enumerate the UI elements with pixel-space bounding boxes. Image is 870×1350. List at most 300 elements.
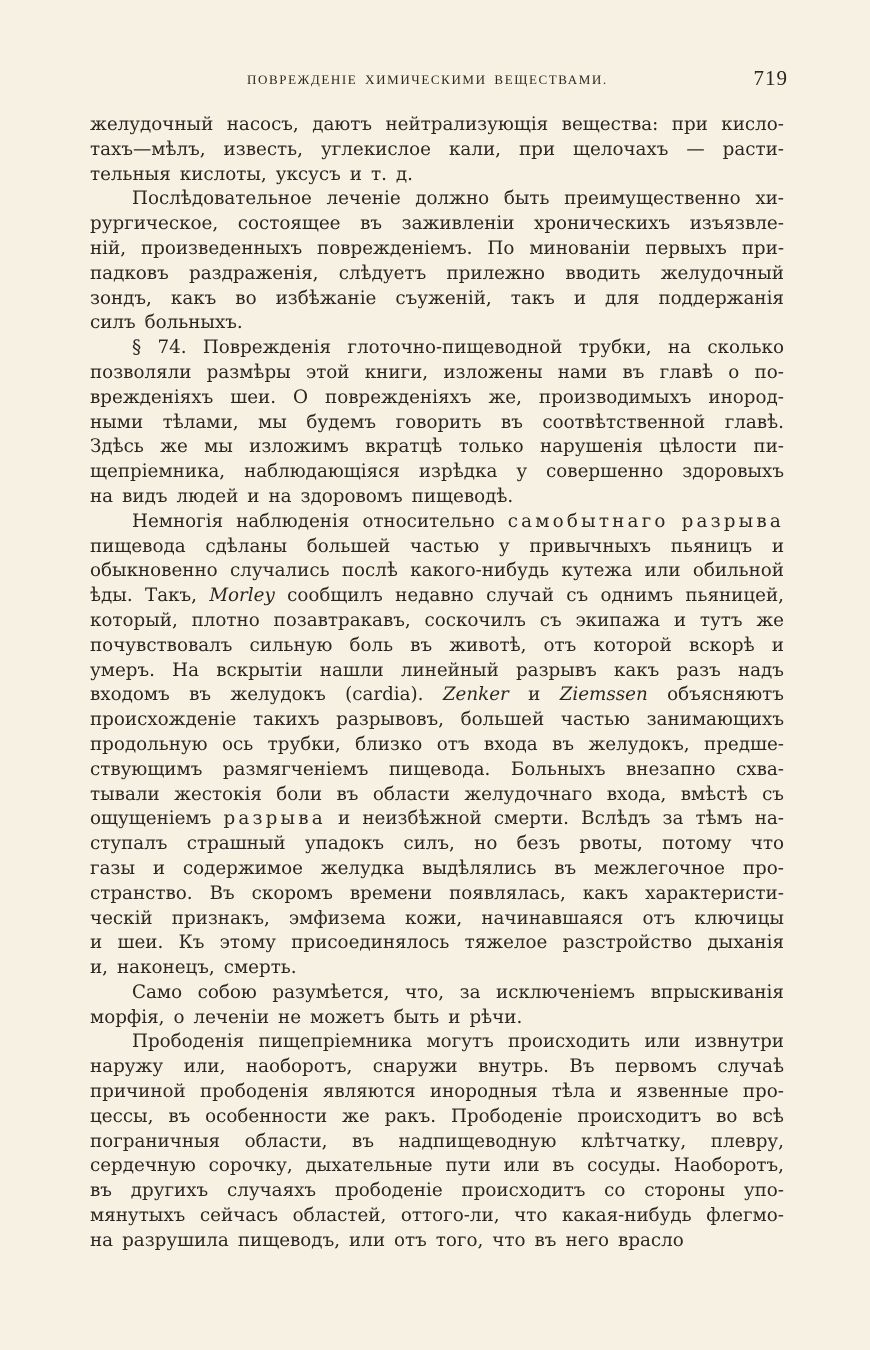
word: разстройство: [562, 932, 693, 954]
word: сообщилъ: [287, 585, 383, 607]
word: смерть.: [223, 957, 297, 979]
word: наружу: [90, 1056, 164, 1078]
word: т.: [370, 163, 387, 185]
word: эмфизема: [288, 907, 386, 929]
word: признакъ,: [171, 907, 270, 929]
text-line: [90, 683, 784, 708]
text-line: [90, 609, 784, 634]
word: цессы,: [90, 1105, 154, 1127]
word: частью: [410, 535, 480, 557]
word: Прободенія: [132, 1031, 245, 1053]
word: Послѣдовательное: [132, 188, 312, 210]
word: такъ: [510, 287, 555, 309]
word: относительно: [362, 510, 495, 532]
word: говорить: [395, 411, 482, 433]
word: какъ: [613, 659, 660, 681]
word: и: [247, 485, 260, 507]
paragraph: [90, 113, 784, 187]
text-line: [90, 882, 784, 907]
word: раздраженія,: [189, 262, 319, 284]
word: совершенно: [546, 461, 664, 483]
word: привычныхъ: [529, 535, 652, 557]
word: щепріемника,: [90, 461, 226, 483]
word: минованіи: [529, 237, 631, 259]
word: пи-: [753, 436, 784, 458]
word: Здѣсь: [90, 436, 144, 458]
word: здоровыхъ: [682, 461, 784, 483]
word: рургическое,: [90, 213, 219, 235]
text-line: [90, 163, 784, 188]
text-line: [90, 361, 784, 386]
paragraph: [90, 336, 784, 510]
word: не: [278, 1006, 302, 1028]
word: въ: [168, 1105, 191, 1127]
word: и: [609, 1081, 622, 1103]
word: тутъ: [699, 609, 743, 631]
word: въ: [360, 213, 383, 235]
word: наблюденія: [236, 510, 350, 532]
word: начинавшаяся: [481, 907, 624, 929]
word: съуженій,: [395, 287, 492, 309]
word: при: [518, 138, 556, 160]
word: хи-: [755, 188, 784, 210]
word: большей: [460, 709, 545, 731]
word: впрыскиванія: [650, 981, 784, 1003]
word: отъ: [642, 907, 676, 929]
word: однимъ: [600, 585, 673, 607]
word: за: [459, 981, 481, 1003]
word: изложимъ: [249, 436, 349, 458]
word: съ: [762, 783, 784, 805]
word: больныхъ.: [144, 312, 243, 334]
word: въ: [500, 411, 523, 433]
word: тѣлами,: [162, 411, 239, 433]
word: появлялась,: [449, 882, 566, 904]
word: надпищеводную: [398, 1130, 557, 1152]
word: разрыва: [223, 808, 326, 830]
word: шеи.: [117, 932, 164, 954]
word: тяжелое: [464, 932, 548, 954]
word: во: [235, 287, 257, 309]
word: соскочилъ: [424, 609, 526, 631]
word: углекислое: [320, 138, 431, 160]
text-line: [90, 733, 784, 758]
word: быть: [503, 188, 550, 210]
word: только: [458, 436, 524, 458]
word: вмѣстѣ: [680, 783, 748, 805]
word: позволяли: [90, 361, 192, 383]
text-line: [90, 485, 784, 510]
word: Прободеніе: [450, 1105, 563, 1127]
word: Zenker: [442, 684, 509, 706]
word: ощущеніемъ: [90, 808, 212, 830]
word: въ: [189, 684, 212, 706]
word: (cardia).: [345, 684, 424, 706]
word: о: [728, 361, 740, 383]
word: или: [503, 1155, 540, 1177]
word: книги,: [364, 361, 429, 383]
word: инород-: [708, 386, 784, 408]
word: первыхъ: [645, 237, 727, 259]
word: для: [605, 287, 640, 309]
word: слѣдуетъ: [338, 262, 427, 284]
word: должно: [415, 188, 490, 210]
word: ными: [90, 411, 144, 433]
word: сдѣланы: [205, 535, 288, 557]
word: плотно: [191, 609, 260, 631]
word: дыханія: [707, 932, 784, 954]
word: являются: [322, 1081, 416, 1103]
text-line: [90, 758, 784, 783]
word: падковъ: [90, 262, 169, 284]
word: боль: [349, 634, 394, 656]
word: что: [750, 833, 784, 855]
word: быть: [393, 1006, 440, 1028]
word: на-: [754, 808, 784, 830]
paragraph: [90, 510, 784, 981]
word: тѣмъ: [695, 808, 743, 830]
word: про-: [742, 1081, 784, 1103]
word: нашли: [319, 659, 384, 681]
word: поддержанія: [658, 287, 784, 309]
word: упо-: [743, 1180, 784, 1202]
word: при-: [741, 237, 784, 259]
word: желудочный: [660, 262, 784, 284]
word: случаѣ: [717, 1056, 784, 1078]
word: обыкновенно: [90, 560, 218, 582]
word: разумѣется,: [272, 981, 390, 1003]
word: производимыхъ: [538, 386, 692, 408]
word: можетъ: [310, 1006, 385, 1028]
text-line: [90, 659, 784, 684]
text-line: [90, 460, 784, 485]
word: случай: [486, 585, 554, 607]
word: Наоборотъ,: [673, 1155, 784, 1177]
word: во: [716, 1105, 738, 1127]
word: известь,: [223, 138, 303, 160]
word: въ: [554, 857, 577, 879]
paragraph: [90, 187, 784, 336]
text-line: [90, 981, 784, 1006]
word: ческій: [90, 907, 153, 929]
word: сейчасъ: [199, 1205, 279, 1227]
word: особенности: [205, 1105, 328, 1127]
word: насосъ,: [226, 114, 299, 135]
word: желудокъ: [230, 684, 326, 706]
word: присоединялось: [291, 932, 450, 954]
word: линейный: [400, 659, 499, 681]
word: времени: [349, 882, 433, 904]
word: людей: [176, 485, 239, 507]
word: сорочку,: [208, 1155, 293, 1177]
text-line: [90, 807, 784, 832]
word: сколько: [707, 337, 784, 359]
word: въ: [90, 1180, 112, 1202]
word: что: [514, 1205, 548, 1227]
text-line: [90, 237, 784, 262]
word: желудочный: [90, 114, 214, 135]
word: зондъ,: [90, 287, 152, 309]
word: разрушила: [122, 1229, 229, 1251]
word: наоборотъ,: [245, 1056, 353, 1078]
word: большей: [306, 535, 391, 557]
word: разъ: [676, 659, 721, 681]
word: кали,: [449, 138, 501, 160]
word: надъ: [737, 659, 784, 681]
word: леченіи: [193, 1006, 270, 1028]
word: или: [349, 1229, 385, 1251]
word: ній,: [90, 237, 127, 259]
word: и: [90, 932, 103, 954]
word: О: [293, 386, 309, 408]
word: врасло: [618, 1229, 684, 1251]
word: у: [516, 461, 528, 483]
word: прободеніе: [334, 1180, 443, 1202]
running-header: [90, 66, 788, 96]
word: цѣлости: [659, 436, 738, 458]
word: Къ: [178, 932, 205, 954]
word: занимающихъ: [646, 709, 784, 731]
word: что,: [405, 981, 445, 1003]
text-line: [90, 212, 784, 237]
text-body: [90, 113, 784, 1254]
word: происходитъ: [461, 1180, 586, 1202]
word: заживленіи: [401, 213, 515, 235]
word: съ: [566, 585, 589, 607]
word: соотвѣтственной: [542, 411, 706, 433]
word: произведенныхъ: [140, 237, 303, 259]
word: избѣжаніе: [275, 287, 377, 309]
word: такихъ: [252, 709, 320, 731]
word: разрывовъ,: [336, 709, 444, 731]
word: со: [604, 1180, 626, 1202]
word: здоровомъ: [300, 485, 403, 507]
word: трубки,: [267, 733, 341, 755]
word: этому: [219, 932, 276, 954]
word: стороны: [644, 1180, 726, 1202]
word: сильную: [249, 634, 333, 656]
text-line: [90, 1006, 784, 1031]
word: скоромъ: [251, 882, 333, 904]
word: потому: [662, 833, 732, 855]
word: за: [662, 808, 684, 830]
word: этой: [305, 361, 350, 383]
word: тельныя: [90, 163, 171, 185]
word: всѣ: [752, 1105, 784, 1127]
word: поврежденіемъ.: [317, 237, 473, 259]
word: животѣ,: [449, 634, 527, 656]
word: д.: [395, 163, 413, 185]
word: изъязвле-: [689, 213, 784, 235]
text-line: [90, 187, 784, 212]
text-line: [90, 584, 784, 609]
word: содержимое: [182, 857, 303, 879]
word: въ: [552, 733, 575, 755]
word: мянутыхъ: [90, 1205, 186, 1227]
text-line: [90, 113, 784, 138]
word: экипажа: [575, 609, 661, 631]
word: въ: [410, 634, 433, 656]
word: поврежденіяхъ: [325, 386, 472, 408]
text-line: [90, 287, 784, 312]
word: пограничныя: [90, 1130, 221, 1152]
word: снаружи: [372, 1056, 458, 1078]
word: или: [644, 560, 681, 582]
word: продольную: [90, 733, 208, 755]
word: вскрытіи: [216, 659, 303, 681]
word: Въ: [569, 1056, 595, 1078]
text-line: [90, 336, 784, 361]
word: близко: [355, 733, 423, 755]
text-line: [90, 138, 784, 163]
word: видъ: [122, 485, 168, 507]
word: въ: [534, 1229, 557, 1251]
word: позавтракавъ,: [273, 609, 411, 631]
word: размягченіемъ: [222, 758, 369, 780]
word: или,: [183, 1056, 226, 1078]
word: межлегочное: [594, 857, 725, 879]
word: пищевода.: [388, 758, 491, 780]
word: морфія,: [90, 1006, 165, 1028]
word: состоящее: [237, 213, 341, 235]
word: сосуды.: [587, 1155, 661, 1177]
word: выдѣлялись: [422, 857, 537, 879]
word: и: [673, 609, 687, 631]
word: язвенные: [636, 1081, 729, 1103]
word: тѣла: [551, 1081, 596, 1103]
word: ракъ.: [384, 1105, 437, 1127]
word: какая-нибудь: [561, 1205, 692, 1227]
word: желудка: [320, 857, 405, 879]
word: о: [173, 1006, 185, 1028]
word: врежденіяхъ: [90, 386, 214, 408]
word: Поврежденія: [202, 337, 332, 359]
text-line: [90, 1179, 784, 1204]
word: извнутри: [694, 1031, 784, 1053]
word: внутрь.: [478, 1056, 549, 1078]
word: вводить: [565, 262, 641, 284]
word: происходить: [507, 1031, 631, 1053]
word: 74.: [157, 337, 187, 359]
word: вскорѣ: [688, 634, 755, 656]
word: на: [268, 485, 292, 507]
word: рѣчи.: [469, 1006, 523, 1028]
word: въ: [622, 361, 645, 383]
word: съ: [539, 609, 562, 631]
text-line: [90, 1204, 784, 1229]
word: схва-: [736, 758, 784, 780]
text-line: [90, 956, 784, 981]
word: мы: [258, 411, 287, 433]
word: расти-: [722, 138, 784, 160]
text-line: [90, 535, 784, 560]
word: Больныхъ: [510, 758, 606, 780]
text-line: [90, 559, 784, 584]
word: на: [90, 485, 114, 507]
word: и: [771, 535, 784, 557]
word: —: [686, 138, 705, 160]
word: неизбѣжной: [362, 808, 482, 830]
word: ось: [222, 733, 254, 755]
text-line: [90, 510, 784, 535]
word: нами: [557, 361, 608, 383]
word: и: [448, 1006, 461, 1028]
word: силъ: [90, 312, 136, 334]
word: ѣды.: [90, 585, 133, 607]
word: отъ: [436, 733, 470, 755]
word: Въ: [209, 882, 235, 904]
word: же: [160, 436, 188, 458]
word: Вслѣдъ: [581, 808, 651, 830]
word: шеи.: [230, 386, 277, 408]
word: объясняютъ: [667, 684, 784, 706]
word: или: [644, 1031, 681, 1053]
word: кисло-: [721, 114, 784, 135]
paragraph: [90, 981, 784, 1031]
word: желудочнаго: [464, 783, 593, 805]
word: первомъ: [615, 1056, 697, 1078]
word: щелочахъ: [573, 138, 669, 160]
word: послѣ: [341, 560, 398, 582]
word: Немногія: [132, 510, 224, 532]
word: про-: [742, 857, 784, 879]
word: собою: [197, 981, 257, 1003]
text-line: [90, 311, 784, 336]
word: трубки,: [578, 337, 652, 359]
text-line: [90, 1105, 784, 1130]
text-line: [90, 708, 784, 733]
word: могутъ: [426, 1031, 494, 1053]
word: въ: [552, 1155, 575, 1177]
word: флегмо-: [706, 1205, 784, 1227]
text-line: [90, 435, 784, 460]
word: и: [152, 857, 166, 879]
word: кутежа: [561, 560, 633, 582]
word: области: [372, 783, 450, 805]
text-line: [90, 931, 784, 956]
word: изложены: [443, 361, 543, 383]
word: вкратцѣ: [365, 436, 443, 458]
word: главѣ.: [724, 411, 784, 433]
word: пьяницъ: [670, 535, 753, 557]
word: областей,: [292, 1205, 387, 1227]
header-title: ПОВРЕЖДЕНІЕ ХИМИЧЕСКИМИ ВЕЩЕСТВАМИ.: [247, 72, 608, 87]
word: прободенія: [200, 1081, 309, 1103]
text-line: [90, 262, 784, 287]
word: страшный: [186, 833, 286, 855]
word: которой: [593, 634, 672, 656]
word: происходитъ: [577, 1105, 702, 1127]
word: въ: [352, 1130, 374, 1152]
word: леченіе: [326, 188, 401, 210]
word: предше-: [704, 733, 784, 755]
word: изрѣдка: [418, 461, 498, 483]
word: плевру,: [710, 1130, 784, 1152]
word: По: [487, 237, 515, 259]
word: случались: [229, 560, 330, 582]
word: прилежно: [446, 262, 546, 284]
text-line: [90, 783, 784, 808]
word: при: [671, 114, 708, 135]
word: инородныя: [429, 1081, 538, 1103]
word: тывали: [90, 783, 160, 805]
word: и,: [90, 957, 108, 979]
word: дыхательные: [305, 1155, 433, 1177]
word: вещества:: [561, 114, 659, 135]
word: даютъ: [312, 114, 373, 135]
word: разрыва: [681, 510, 784, 532]
text-line: [90, 1080, 784, 1105]
